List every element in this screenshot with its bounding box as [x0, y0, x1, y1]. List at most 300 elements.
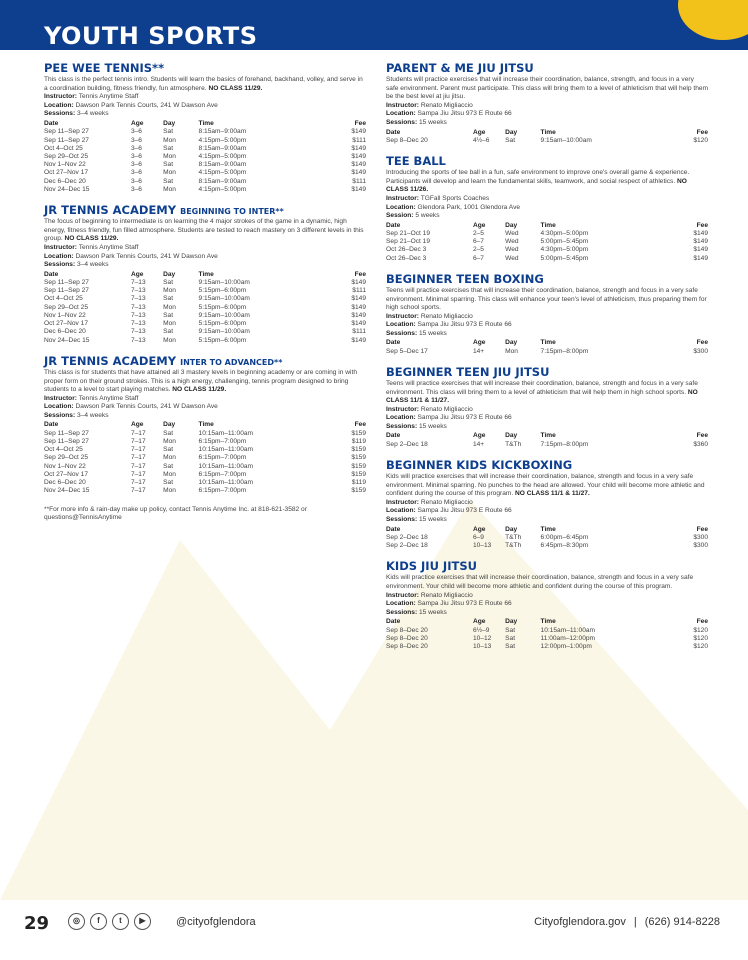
- program-title-text: TEE BALL: [386, 154, 446, 169]
- instructor-value: Renato Migliaccio: [420, 405, 473, 413]
- table-cell: 4:15pm–5:00pm: [198, 169, 247, 177]
- table-header-row: [44, 120, 366, 128]
- location-line: [386, 321, 708, 330]
- table-row: [44, 169, 366, 177]
- page-footer: [0, 905, 748, 945]
- table-row: [44, 487, 366, 495]
- table-cell: Oct 27–Nov 17: [44, 470, 88, 478]
- table-cell: 8:15am–9:00am: [198, 161, 247, 169]
- table-cell: $159: [351, 454, 366, 462]
- table-cell: Sep 11–Sep 27: [44, 429, 89, 437]
- table-cell: Sat: [505, 136, 516, 144]
- column-header: Day: [163, 270, 176, 278]
- instructor-value: TGFall Sports Coaches: [420, 194, 490, 202]
- program-beginner-kids-kickboxing: [386, 459, 708, 550]
- table-cell: 5:15pm–6:00pm: [198, 303, 247, 311]
- table-cell: Dec 6–Dec 20: [44, 479, 86, 487]
- website-link[interactable]: Cityofglendora.gov: [534, 916, 626, 928]
- table-row: [44, 328, 366, 336]
- description-text: Students will practice exercises that will increase their coordination, balance, strength, and focus in a very safe environment. Parent must participate. This class will bring them to a level of athleticism that will help them be the best level at jiu jitsu.: [386, 76, 709, 101]
- table-cell: Mon: [163, 487, 176, 495]
- location-line: [386, 507, 708, 516]
- table-cell: $149: [351, 185, 366, 193]
- program-parent-me-jiu-jitsu: [386, 62, 708, 145]
- table-cell: 6:15pm–7:00pm: [198, 454, 247, 462]
- no-class-note: NO CLASS 11/29.: [172, 386, 227, 394]
- table-cell: $149: [693, 254, 708, 262]
- table-cell: $111: [352, 328, 366, 336]
- program-title: [44, 62, 366, 75]
- tennis-contact-note: **For more info & rain-day make up policy, contact Tennis Anytime Inc. at 818-621-3582 or questions@TennisAnytime: [44, 505, 307, 522]
- location-line: [386, 600, 708, 609]
- sessions-line: [44, 412, 366, 421]
- table-row: [44, 178, 366, 186]
- table-row: [44, 161, 366, 169]
- table-cell: 9:15am–10:00am: [198, 278, 250, 286]
- description-text: This class is for students that have attained all 3 mastery levels in beginning academy or are coming in with proper form on their ground strokes. This is a high energy, challenging, tennis program designed to bring students to a level to start playing matches.: [44, 369, 357, 394]
- table-cell: Sat: [163, 295, 174, 303]
- program-subtitle: INTER TO ADVANCED**: [180, 357, 283, 367]
- program-jr-tennis-inter: [44, 355, 366, 496]
- table-cell: Sat: [163, 128, 174, 136]
- table-cell: $149: [351, 144, 366, 152]
- separator: |: [633, 916, 637, 928]
- program-pee-wee-tennis: [44, 62, 366, 194]
- description-text: Introducing the sports of tee ball in a fun, safe environment to improve one's overall game & experience. Participants will develop and learn the fundamental skills, teamwork, and social respect of athletics.: [386, 169, 690, 185]
- description-text: Kids will practice exercises that will increase their coordination, balance, strength and focus in a very safe environment. Minimal sparring. No punches to the head are allowed. Your child will become more athletic and confident during the course of this program.: [386, 473, 705, 498]
- table-cell: $149: [351, 320, 366, 328]
- table-cell: $159: [351, 429, 366, 437]
- location-label: Location:: [386, 507, 416, 515]
- location-label: Location:: [386, 321, 416, 329]
- table-cell: 6:00pm–6:45pm: [540, 533, 589, 541]
- table-cell: 2–5: [472, 246, 484, 254]
- table-cell: 3–6: [130, 144, 142, 152]
- table-cell: 10–13: [472, 642, 492, 650]
- program-beginner-teen-boxing: [386, 273, 708, 356]
- column-header: Day: [163, 120, 176, 128]
- right-column: [386, 62, 708, 661]
- table-row: [386, 441, 708, 449]
- table-cell: Mon: [163, 287, 176, 295]
- table-cell: Mon: [163, 185, 176, 193]
- table-row: [44, 145, 366, 153]
- youtube-icon[interactable]: ▶: [134, 913, 151, 930]
- table-cell: 14+: [472, 440, 485, 448]
- table-cell: $149: [693, 229, 708, 237]
- table-cell: $149: [351, 336, 366, 344]
- table-cell: 7–13: [130, 295, 146, 303]
- table-row: [386, 542, 708, 550]
- location-label: Location:: [386, 600, 416, 608]
- table-cell: 3–6: [130, 169, 142, 177]
- table-cell: 10:15am–11:00am: [540, 626, 596, 634]
- table-header-row: [44, 271, 366, 279]
- table-header-row: [386, 432, 708, 440]
- column-header: Day: [163, 421, 176, 429]
- sessions-value: 15 weeks: [419, 329, 447, 337]
- table-cell: $149: [351, 278, 366, 286]
- table-cell: Wed: [505, 229, 519, 237]
- location-label: Location:: [44, 101, 74, 109]
- column-header: Date: [44, 421, 59, 429]
- program-title: [386, 560, 708, 573]
- column-header: Time: [198, 270, 214, 278]
- table-cell: 7–17: [130, 479, 146, 487]
- sessions-value: 15 weeks: [419, 608, 447, 616]
- location-value: Glendora Park, 1001 Glendora Ave: [417, 203, 521, 211]
- table-header-row: [386, 339, 708, 347]
- table-cell: 6:15pm–7:00pm: [198, 470, 247, 478]
- column-header: Time: [540, 432, 556, 440]
- table-cell: 3–6: [130, 177, 142, 185]
- column-header: Time: [198, 421, 214, 429]
- table-cell: Sep 2–Dec 18: [386, 440, 428, 448]
- instructor-label: Instructor:: [386, 194, 419, 202]
- table-cell: Sep 8–Dec 20: [386, 136, 428, 144]
- table-cell: $360: [693, 440, 708, 448]
- column-header: Date: [386, 128, 401, 136]
- column-header: Date: [386, 432, 401, 440]
- table-cell: 4½–6: [472, 136, 490, 144]
- table-cell: $149: [351, 295, 366, 303]
- program-title: [386, 155, 708, 168]
- table-cell: 7–13: [130, 320, 146, 328]
- table-row: [44, 454, 366, 462]
- column-header: Time: [540, 618, 556, 626]
- sessions-label: Sessions:: [386, 329, 418, 337]
- table-cell: T&Th: [505, 440, 522, 448]
- instructor-value: Tennis Anytime Staff: [78, 244, 139, 252]
- table-row: [386, 255, 708, 263]
- location-line: [44, 102, 366, 111]
- table-cell: Mon: [163, 336, 176, 344]
- social-handle[interactable]: @cityofglendora: [176, 916, 256, 928]
- description-text: This class is the perfect tennis intro. Students will learn the basics of forehand, backhand, volley, and serve in a coordination building, fitness friendly, fun atmosphere.: [44, 76, 363, 92]
- sessions-label: Session:: [386, 212, 414, 220]
- table-cell: 12:00pm–1:00pm: [540, 642, 592, 650]
- column-header: Age: [130, 120, 144, 128]
- table-cell: $149: [693, 246, 708, 254]
- table-cell: 3–6: [130, 152, 142, 160]
- program-title: [44, 355, 366, 368]
- instructor-label: Instructor:: [386, 312, 419, 320]
- table-cell: Wed: [505, 254, 519, 262]
- table-cell: 7:15pm–8:00pm: [540, 347, 589, 355]
- table-row: [44, 279, 366, 287]
- table-cell: $149: [693, 238, 708, 246]
- instructor-line: [386, 313, 708, 322]
- table-row: [44, 295, 366, 303]
- table-header-row: [386, 222, 708, 230]
- column-header: Age: [472, 339, 486, 347]
- program-title: [386, 459, 708, 472]
- instructor-value: Renato Migliaccio: [420, 591, 473, 599]
- table-cell: 9:15am–10:00am: [198, 328, 250, 336]
- table-cell: Sat: [505, 626, 516, 634]
- table-cell: Mon: [163, 470, 176, 478]
- table-cell: 7–17: [130, 429, 146, 437]
- table-row: [386, 230, 708, 238]
- table-cell: Sep 8–Dec 20: [386, 626, 428, 634]
- table-row: [44, 479, 366, 487]
- table-cell: 5:15pm–6:00pm: [198, 336, 247, 344]
- instructor-label: Instructor:: [44, 244, 77, 252]
- location-line: [386, 110, 708, 119]
- table-cell: 6½–9: [472, 626, 490, 634]
- table-cell: Nov 24–Dec 15: [44, 185, 90, 193]
- instructor-line: [386, 499, 708, 508]
- page-number: 29: [24, 913, 50, 934]
- table-cell: Dec 6–Dec 20: [44, 177, 86, 185]
- table-row: [386, 246, 708, 254]
- sessions-label: Sessions:: [44, 261, 76, 269]
- table-row: [44, 304, 366, 312]
- table-cell: Oct 4–Oct 25: [44, 446, 83, 454]
- table-cell: 8:15am–9:00am: [198, 177, 247, 185]
- column-header: Day: [505, 618, 518, 626]
- table-cell: 5:00pm–5:45pm: [540, 238, 589, 246]
- sessions-label: Sessions:: [44, 411, 76, 419]
- table-cell: 3–6: [130, 161, 142, 169]
- sessions-value: 15 weeks: [419, 422, 447, 430]
- instructor-value: Tennis Anytime Staff: [78, 394, 139, 402]
- table-cell: $120: [693, 642, 708, 650]
- program-description: [386, 169, 708, 195]
- table-cell: Sat: [163, 177, 174, 185]
- table-row: [44, 320, 366, 328]
- table-cell: Sep 29–Oct 25: [44, 303, 88, 311]
- table-cell: $149: [351, 161, 366, 169]
- facebook-icon[interactable]: f: [90, 913, 107, 930]
- instructor-line: [386, 102, 708, 111]
- instructor-value: Tennis Anytime Staff: [78, 93, 139, 101]
- table-row: [44, 137, 366, 145]
- table-cell: Sat: [163, 479, 174, 487]
- table-cell: 4:30pm–5:00pm: [540, 229, 589, 237]
- table-cell: Sep 11–Sep 27: [44, 128, 89, 136]
- sessions-line: [386, 212, 708, 221]
- table-cell: 3–6: [130, 128, 142, 136]
- column-header: Day: [505, 432, 518, 440]
- table-cell: $120: [693, 634, 708, 642]
- location-value: Sampa Jiu Jitsu 973 E Route 66: [417, 110, 512, 118]
- table-row: [386, 627, 708, 635]
- table-header-row: [386, 618, 708, 626]
- table-cell: 7:15pm–8:00pm: [540, 440, 589, 448]
- table-row: [44, 312, 366, 320]
- table-row: [386, 348, 708, 356]
- table-row: [386, 137, 708, 145]
- table-cell: Sep 21–Oct 19: [386, 229, 430, 237]
- table-cell: $120: [693, 136, 708, 144]
- table-cell: 5:00pm–5:45pm: [540, 254, 589, 262]
- sessions-value: 5 weeks: [415, 212, 440, 220]
- sessions-label: Sessions:: [386, 119, 418, 127]
- program-description: [386, 380, 708, 406]
- program-description: [44, 76, 366, 93]
- table-cell: $159: [351, 462, 366, 470]
- table-cell: 7–17: [130, 454, 146, 462]
- table-cell: 10–12: [472, 634, 492, 642]
- table-cell: Wed: [505, 238, 519, 246]
- contact-info: [534, 916, 720, 928]
- program-description: [386, 287, 708, 313]
- table-cell: Sat: [163, 311, 174, 319]
- sessions-line: [44, 261, 366, 270]
- table-row: [44, 430, 366, 438]
- table-cell: 8:15am–9:00am: [198, 128, 247, 136]
- table-cell: Nov 1–Nov 22: [44, 161, 86, 169]
- location-value: Sampa Jiu Jitsu 973 E Route 66: [417, 600, 512, 608]
- phone-number[interactable]: (626) 914-8228: [644, 916, 720, 928]
- no-class-note: NO CLASS 11/29.: [208, 84, 263, 92]
- instagram-icon[interactable]: ◎: [68, 913, 85, 930]
- table-cell: Oct 26–Dec 3: [386, 254, 427, 262]
- table-cell: 6–7: [472, 238, 484, 246]
- table-cell: $149: [351, 128, 366, 136]
- table-cell: 11:00am–12:00pm: [540, 634, 596, 642]
- table-cell: $149: [351, 303, 366, 311]
- table-cell: Sep 2–Dec 18: [386, 533, 428, 541]
- table-cell: Sep 2–Dec 18: [386, 542, 428, 550]
- table-cell: 2–5: [472, 229, 484, 237]
- table-cell: T&Th: [505, 542, 522, 550]
- instructor-label: Instructor:: [386, 101, 419, 109]
- no-class-note: NO CLASS 11/26.: [386, 177, 687, 194]
- instructor-line: [44, 244, 366, 253]
- table-cell: Mon: [163, 437, 176, 445]
- schedule-table: [386, 432, 708, 448]
- table-cell: Sep 8–Dec 20: [386, 634, 428, 642]
- table-cell: Sep 11–Sep 27: [44, 136, 89, 144]
- table-cell: Oct 27–Nov 17: [44, 169, 88, 177]
- table-cell: $120: [693, 626, 708, 634]
- table-cell: 10–13: [472, 542, 492, 550]
- program-description: [386, 76, 708, 102]
- table-cell: Sep 21–Oct 19: [386, 238, 430, 246]
- twitter-icon[interactable]: t: [112, 913, 129, 930]
- description-text: The focus of beginning to intermediate is on learning the 4 major strokes of the game in a dynamic, high energy, fitness friendly, fun filled atmosphere. Students are tested to reach mastery on 3 different levels in this group.: [44, 218, 364, 243]
- no-class-note: NO CLASS 11/1 & 11/27.: [386, 388, 698, 405]
- table-cell: 6:15pm–7:00pm: [198, 487, 247, 495]
- no-class-note: NO CLASS 11/29.: [64, 235, 119, 243]
- sessions-line: [386, 119, 708, 128]
- table-cell: $159: [351, 446, 366, 454]
- location-value: Dawson Park Tennis Courts, 241 W Dawson Ave: [75, 403, 218, 411]
- table-cell: 7–17: [130, 437, 146, 445]
- program-jr-tennis-beginning: [44, 204, 366, 345]
- schedule-table: [386, 526, 708, 551]
- header-accent-shape: [678, 0, 748, 40]
- instructor-label: Instructor:: [44, 93, 77, 101]
- table-cell: Nov 24–Dec 15: [44, 336, 90, 344]
- column-header: Time: [540, 128, 556, 136]
- location-label: Location:: [386, 414, 416, 422]
- column-header: Fee: [696, 618, 708, 626]
- table-cell: Sat: [163, 144, 174, 152]
- table-cell: 9:15am–10:00am: [198, 295, 250, 303]
- column-header: Time: [540, 221, 556, 229]
- column-header: Age: [130, 270, 144, 278]
- column-header: Date: [44, 270, 59, 278]
- sessions-value: 3–4 weeks: [77, 261, 109, 269]
- column-header: Fee: [696, 221, 708, 229]
- table-cell: Sep 11–Sep 27: [44, 278, 89, 286]
- table-cell: 9:15am–10:00am: [540, 136, 592, 144]
- program-tee-ball: [386, 155, 708, 263]
- table-cell: 7–17: [130, 487, 146, 495]
- table-cell: 10:15am–11:00am: [198, 446, 254, 454]
- program-subtitle: BEGINNING TO INTER**: [180, 207, 284, 217]
- program-description: [386, 473, 708, 499]
- table-cell: Mon: [163, 320, 176, 328]
- sessions-line: [386, 609, 708, 618]
- table-cell: 8:15am–9:00am: [198, 144, 247, 152]
- table-cell: $149: [351, 152, 366, 160]
- table-cell: 7–17: [130, 462, 146, 470]
- table-row: [386, 238, 708, 246]
- program-title-text: BEGINNER TEEN BOXING: [386, 271, 544, 286]
- program-title: [386, 62, 708, 75]
- schedule-table: [44, 421, 366, 495]
- schedule-table: [386, 129, 708, 145]
- table-cell: Nov 1–Nov 22: [44, 311, 86, 319]
- table-cell: Mon: [505, 347, 518, 355]
- table-cell: $111: [352, 177, 366, 185]
- program-kids-jiu-jitsu: [386, 560, 708, 651]
- instructor-label: Instructor:: [386, 405, 419, 413]
- column-header: Time: [540, 339, 556, 347]
- table-cell: $119: [351, 479, 366, 487]
- table-cell: Mon: [163, 152, 176, 160]
- instructor-value: Renato Migliaccio: [420, 101, 473, 109]
- table-cell: 7–13: [130, 287, 146, 295]
- table-cell: $119: [351, 437, 366, 445]
- page-header: [0, 0, 748, 50]
- table-cell: 14+: [472, 347, 485, 355]
- location-value: Dawson Park Tennis Courts, 241 W Dawson Ave: [75, 252, 218, 260]
- table-cell: 4:30pm–5:00pm: [540, 246, 589, 254]
- instructor-line: [386, 406, 708, 415]
- column-header: Age: [472, 618, 486, 626]
- table-row: [44, 337, 366, 345]
- sessions-value: 15 weeks: [419, 515, 447, 523]
- column-header: Age: [130, 421, 144, 429]
- column-header: Fee: [696, 432, 708, 440]
- table-cell: 3–6: [130, 136, 142, 144]
- table-cell: 6:45pm–8:30pm: [540, 542, 589, 550]
- program-title: [386, 366, 708, 379]
- sessions-value: 3–4 weeks: [77, 411, 109, 419]
- table-cell: 3–6: [130, 185, 142, 193]
- instructor-label: Instructor:: [386, 591, 419, 599]
- instructor-line: [386, 592, 708, 601]
- location-value: Sampa Jiu Jitsu 973 E Route 66: [417, 321, 512, 329]
- description-text: Teens will practice exercises that will increase their coordination, balance, strength and focus in a very safe environment. This class will bring them to a level of athleticism that will help them in high school sports.: [386, 380, 698, 396]
- instructor-label: Instructor:: [386, 498, 419, 506]
- table-row: [44, 153, 366, 161]
- no-class-note: NO CLASS 11/1 & 11/27.: [515, 490, 590, 498]
- table-cell: $111: [352, 136, 366, 144]
- table-cell: 7–13: [130, 336, 146, 344]
- table-cell: 7–13: [130, 328, 146, 336]
- table-row: [386, 635, 708, 643]
- sessions-line: [44, 110, 366, 119]
- program-title: [44, 204, 366, 217]
- table-cell: Sep 5–Dec 17: [386, 347, 428, 355]
- table-cell: Sep 29–Oct 25: [44, 152, 88, 160]
